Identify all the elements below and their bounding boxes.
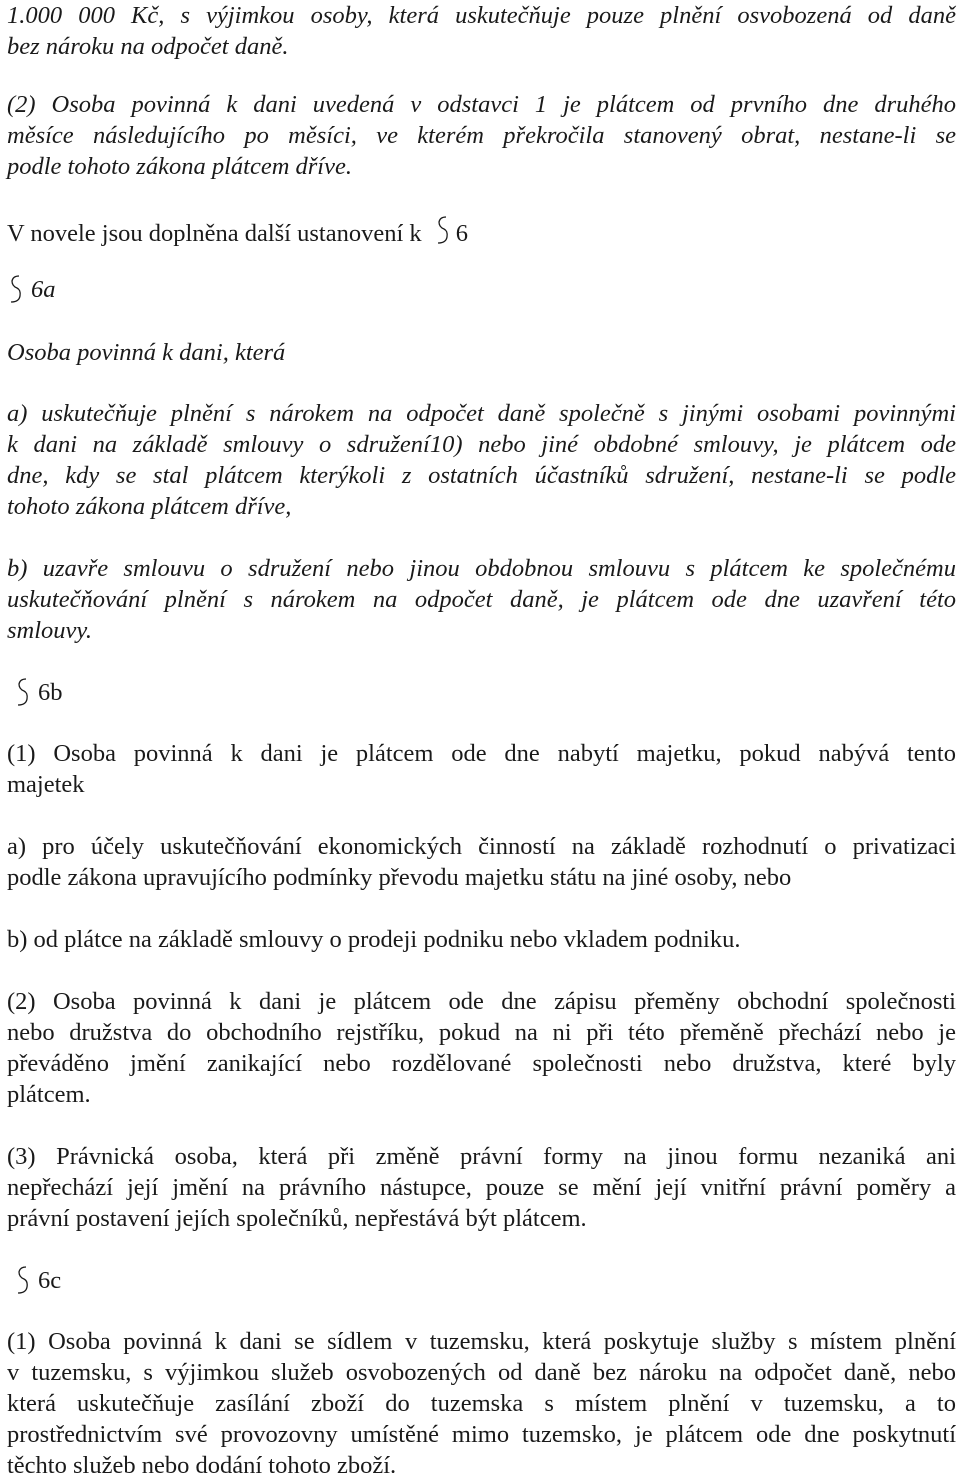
text-line: k dani na základě smlouvy o sdružení10) nebo jiné obdobné smlouvy, je plátcem ode [7,431,956,458]
text-line: dne, kdy se stal plátcem kterýkoli z ostatních účastníků sdružení, nestane-li se podle [7,462,956,489]
section-sign-icon [7,274,23,304]
text-line: podle tohoto zákona plátcem dříve. [7,153,352,180]
text-line: která uskutečňuje zasílání zboží do tuzemska s místem plnění v tuzemsku, a to [7,1390,956,1417]
section-6a-point-a [7,398,956,522]
section-6c-paragraph-1 [7,1326,956,1481]
intro-line [7,211,956,249]
section-number: 6b [38,679,63,706]
text-line: nepřechází její jmění na právního nástupce, pouze se mění její vnitřní právní poměry a [7,1174,956,1201]
paragraph-continuation [7,0,956,62]
section-6c-heading [14,1265,956,1303]
text-line: těchto služeb nebo dodání tohoto zboží. [7,1452,397,1479]
section-sign-icon [14,677,30,707]
intro-section-number: 6 [455,220,468,247]
section-sign-icon [434,215,450,245]
paragraph-2 [7,89,956,182]
text-line: převáděno jmění zanikající nebo rozdělované společnosti nebo družstva, které byly [7,1050,956,1077]
text-line: v tuzemsku, s výjimkou služeb osvobozených od daně bez nároku na odpočet daně, nebo [7,1359,956,1386]
text-line: b) uzavře smlouvu o sdružení nebo jinou obdobnou smlouvu s plátcem ke společnému [7,555,956,582]
text-line: (1) Osoba povinná k dani se sídlem v tuzemsku, která poskytuje služby s místem plnění [7,1328,956,1355]
text-line: (2) Osoba povinná k dani je plátcem ode dne zápisu přeměny obchodní společnosti [7,988,956,1015]
text-line: Osoba povinná k dani, která [7,339,286,366]
section-sign-icon [14,1265,30,1295]
section-number: 6c [38,1267,62,1294]
section-6b-point-a [7,831,956,893]
text-line: (2) Osoba povinná k dani uvedená v odstavci 1 je plátcem od prvního dne druhého [7,91,956,118]
section-6a-heading [7,274,956,312]
text-line: (3) Právnická osoba, která při změně právní formy na jinou formu nezaniká ani [7,1143,956,1170]
section-6b-paragraph-2 [7,986,956,1110]
text-line: smlouvy. [7,617,93,644]
text-line: plátcem. [7,1081,91,1108]
section-6b-heading [14,677,956,715]
text-line: b) od plátce na základě smlouvy o prodeji podniku nebo vkladem podniku. [7,926,741,953]
text-line: a) uskutečňuje plnění s nárokem na odpočet daně společně s jinými osobami povinnými [7,400,956,427]
section-6b-paragraph-1 [7,738,956,800]
section-6a-point-b [7,553,956,646]
text-line: (1) Osoba povinná k dani je plátcem ode dne nabytí majetku, pokud nabývá tento [7,740,956,767]
text-line: měsíce následujícího po měsíci, ve kterém překročila stanovený obrat, nestane-li se [7,122,956,149]
intro-text: V novele jsou doplněna další ustanovení k [7,220,422,247]
text-line: a) pro účely uskutečňování ekonomických činností na základě rozhodnutí o privatizaci [7,833,956,860]
text-line: majetek [7,771,85,798]
section-6a-lead [7,337,956,368]
text-line: nebo družstva do obchodního rejstříku, pokud na ni při této přeměně přechází nebo je [7,1019,956,1046]
text-line: 1.000 000 Kč, s výjimkou osoby, která uskutečňuje pouze plnění osvobozená od daně [7,2,956,29]
text-line: podle zákona upravujícího podmínky převodu majetku státu na jiné osoby, nebo [7,864,792,891]
section-number: 6a [31,276,56,303]
section-6b-point-b [7,924,956,955]
text-line: bez nároku na odpočet daně. [7,33,289,60]
text-line: tohoto zákona plátcem dříve, [7,493,292,520]
text-line: uskutečňování plnění s nárokem na odpočet daně, je plátcem ode dne uzavření této [7,586,956,613]
section-6b-paragraph-3 [7,1141,956,1234]
text-line: právní postavení jejích společníků, nepřestává být plátcem. [7,1205,587,1232]
text-line: prostřednictvím své provozovny umístěné mimo tuzemsko, je plátcem ode dne poskytnutí [7,1421,956,1448]
